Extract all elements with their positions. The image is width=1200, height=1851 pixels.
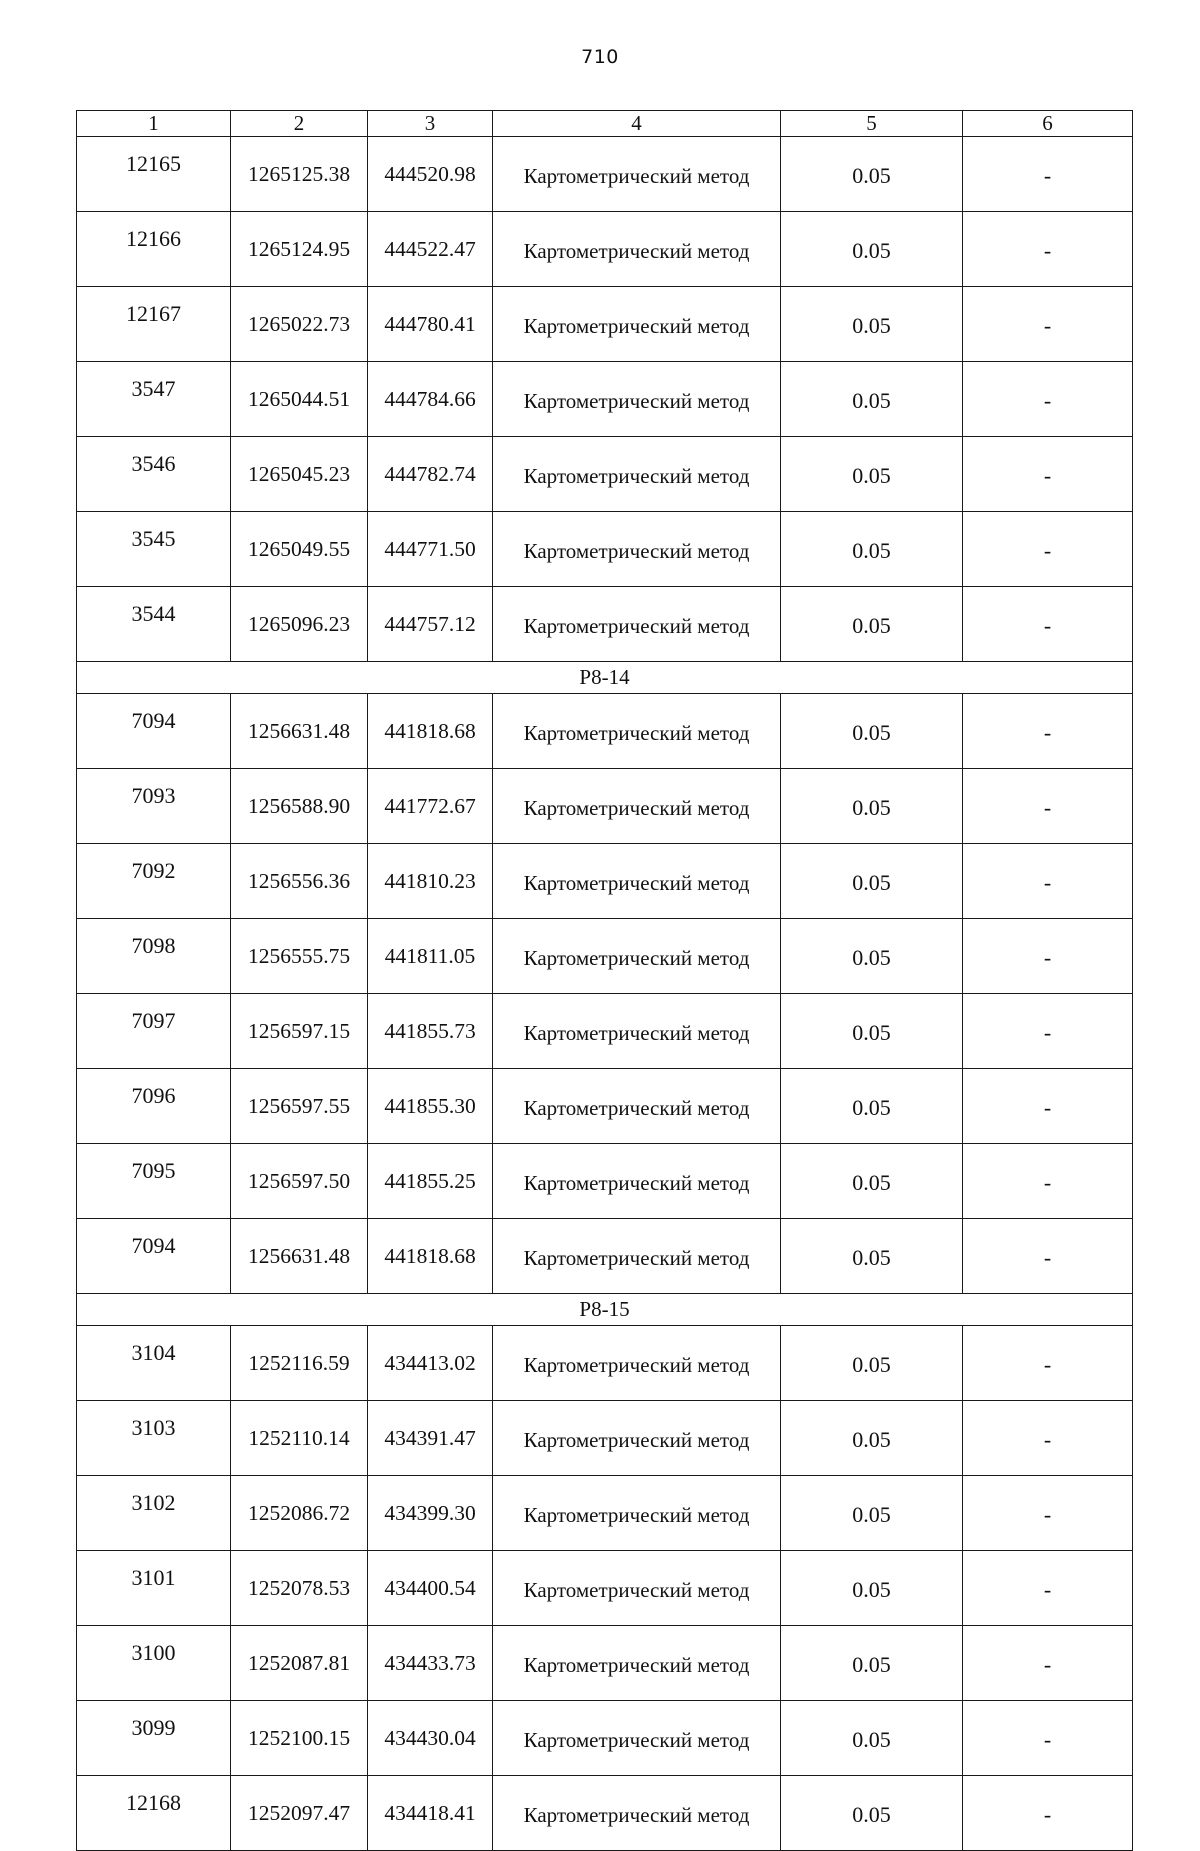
table-row	[77, 512, 1133, 587]
method-cell: Картометрический метод	[493, 212, 781, 287]
table-body	[77, 137, 1133, 1851]
table-row	[77, 1476, 1133, 1551]
table-row	[77, 212, 1133, 287]
accuracy-cell: 0.05	[781, 769, 963, 844]
point-number-cell: 7094	[77, 1219, 231, 1294]
point-number-cell: 3547	[77, 362, 231, 437]
point-number-cell: 12167	[77, 287, 231, 362]
accuracy-cell: 0.05	[781, 587, 963, 662]
table-row	[77, 1776, 1133, 1851]
accuracy-cell: 0.05	[781, 212, 963, 287]
table-row	[77, 844, 1133, 919]
note-cell: -	[963, 1069, 1133, 1144]
y-coordinate-cell: 434418.41	[368, 1776, 493, 1851]
x-coordinate-cell: 1265045.23	[231, 437, 368, 512]
column-header: 6	[963, 111, 1133, 137]
point-number-cell: 7094	[77, 694, 231, 769]
x-coordinate-cell: 1265096.23	[231, 587, 368, 662]
page-number: 710	[581, 46, 619, 68]
note-cell: -	[963, 437, 1133, 512]
note-cell: -	[963, 1626, 1133, 1701]
accuracy-cell: 0.05	[781, 1069, 963, 1144]
note-cell: -	[963, 994, 1133, 1069]
accuracy-cell: 0.05	[781, 1401, 963, 1476]
accuracy-cell: 0.05	[781, 1476, 963, 1551]
x-coordinate-cell: 1265044.51	[231, 362, 368, 437]
method-cell: Картометрический метод	[493, 362, 781, 437]
note-cell: -	[963, 769, 1133, 844]
column-header: 4	[493, 111, 781, 137]
note-cell: -	[963, 287, 1133, 362]
y-coordinate-cell: 434430.04	[368, 1701, 493, 1776]
point-number-cell: 7098	[77, 919, 231, 994]
x-coordinate-cell: 1265124.95	[231, 212, 368, 287]
column-header: 3	[368, 111, 493, 137]
point-number-cell: 3099	[77, 1701, 231, 1776]
table-row	[77, 1626, 1133, 1701]
accuracy-cell: 0.05	[781, 137, 963, 212]
method-cell: Картометрический метод	[493, 1776, 781, 1851]
table-row	[77, 919, 1133, 994]
note-cell: -	[963, 1476, 1133, 1551]
table-row	[77, 587, 1133, 662]
table-row	[77, 1326, 1133, 1401]
method-cell: Картометрический метод	[493, 694, 781, 769]
accuracy-cell: 0.05	[781, 1219, 963, 1294]
y-coordinate-cell: 441855.73	[368, 994, 493, 1069]
y-coordinate-cell: 441855.25	[368, 1144, 493, 1219]
table-row	[77, 694, 1133, 769]
point-number-cell: 7093	[77, 769, 231, 844]
method-cell: Картометрический метод	[493, 1476, 781, 1551]
method-cell: Картометрический метод	[493, 1219, 781, 1294]
method-cell: Картометрический метод	[493, 1326, 781, 1401]
section-title: Р8-14	[77, 662, 1133, 694]
y-coordinate-cell: 434391.47	[368, 1401, 493, 1476]
table-row	[77, 1069, 1133, 1144]
x-coordinate-cell: 1256631.48	[231, 694, 368, 769]
note-cell: -	[963, 212, 1133, 287]
table-row	[77, 1219, 1133, 1294]
y-coordinate-cell: 444780.41	[368, 287, 493, 362]
x-coordinate-cell: 1256631.48	[231, 1219, 368, 1294]
accuracy-cell: 0.05	[781, 994, 963, 1069]
y-coordinate-cell: 434399.30	[368, 1476, 493, 1551]
x-coordinate-cell: 1265125.38	[231, 137, 368, 212]
accuracy-cell: 0.05	[781, 362, 963, 437]
y-coordinate-cell: 444771.50	[368, 512, 493, 587]
x-coordinate-cell: 1252087.81	[231, 1626, 368, 1701]
method-cell: Картометрический метод	[493, 1551, 781, 1626]
point-number-cell: 3101	[77, 1551, 231, 1626]
accuracy-cell: 0.05	[781, 1776, 963, 1851]
y-coordinate-cell: 434400.54	[368, 1551, 493, 1626]
table-row	[77, 1144, 1133, 1219]
y-coordinate-cell: 441818.68	[368, 1219, 493, 1294]
table-row	[77, 1551, 1133, 1626]
note-cell: -	[963, 1219, 1133, 1294]
method-cell: Картометрический метод	[493, 1401, 781, 1476]
x-coordinate-cell: 1256555.75	[231, 919, 368, 994]
note-cell: -	[963, 137, 1133, 212]
point-number-cell: 12168	[77, 1776, 231, 1851]
note-cell: -	[963, 1326, 1133, 1401]
column-header: 2	[231, 111, 368, 137]
table-row	[77, 769, 1133, 844]
x-coordinate-cell: 1256597.55	[231, 1069, 368, 1144]
y-coordinate-cell: 444784.66	[368, 362, 493, 437]
y-coordinate-cell: 444757.12	[368, 587, 493, 662]
method-cell: Картометрический метод	[493, 1144, 781, 1219]
note-cell: -	[963, 1701, 1133, 1776]
column-header: 5	[781, 111, 963, 137]
y-coordinate-cell: 444522.47	[368, 212, 493, 287]
method-cell: Картометрический метод	[493, 994, 781, 1069]
point-number-cell: 12166	[77, 212, 231, 287]
accuracy-cell: 0.05	[781, 844, 963, 919]
point-number-cell: 7097	[77, 994, 231, 1069]
accuracy-cell: 0.05	[781, 1144, 963, 1219]
accuracy-cell: 0.05	[781, 1701, 963, 1776]
accuracy-cell: 0.05	[781, 919, 963, 994]
y-coordinate-cell: 444520.98	[368, 137, 493, 212]
y-coordinate-cell: 441855.30	[368, 1069, 493, 1144]
table-row	[77, 137, 1133, 212]
table-row	[77, 994, 1133, 1069]
point-number-cell: 3545	[77, 512, 231, 587]
x-coordinate-cell: 1252100.15	[231, 1701, 368, 1776]
accuracy-cell: 0.05	[781, 437, 963, 512]
x-coordinate-cell: 1256597.50	[231, 1144, 368, 1219]
section-title: Р8-15	[77, 1294, 1133, 1326]
note-cell: -	[963, 1551, 1133, 1626]
table-row	[77, 287, 1133, 362]
note-cell: -	[963, 1401, 1133, 1476]
table-row	[77, 437, 1133, 512]
section-row	[77, 662, 1133, 694]
method-cell: Картометрический метод	[493, 919, 781, 994]
x-coordinate-cell: 1265022.73	[231, 287, 368, 362]
y-coordinate-cell: 441818.68	[368, 694, 493, 769]
point-number-cell: 3102	[77, 1476, 231, 1551]
table-header-row	[77, 111, 1133, 137]
y-coordinate-cell: 441811.05	[368, 919, 493, 994]
x-coordinate-cell: 1252116.59	[231, 1326, 368, 1401]
y-coordinate-cell: 441810.23	[368, 844, 493, 919]
accuracy-cell: 0.05	[781, 694, 963, 769]
point-number-cell: 7096	[77, 1069, 231, 1144]
method-cell: Картометрический метод	[493, 287, 781, 362]
method-cell: Картометрический метод	[493, 137, 781, 212]
note-cell: -	[963, 1144, 1133, 1219]
method-cell: Картометрический метод	[493, 1626, 781, 1701]
note-cell: -	[963, 694, 1133, 769]
note-cell: -	[963, 512, 1133, 587]
note-cell: -	[963, 919, 1133, 994]
note-cell: -	[963, 587, 1133, 662]
point-number-cell: 3100	[77, 1626, 231, 1701]
method-cell: Картометрический метод	[493, 769, 781, 844]
note-cell: -	[963, 844, 1133, 919]
method-cell: Картометрический метод	[493, 1701, 781, 1776]
column-header: 1	[77, 111, 231, 137]
point-number-cell: 7092	[77, 844, 231, 919]
x-coordinate-cell: 1256588.90	[231, 769, 368, 844]
accuracy-cell: 0.05	[781, 1626, 963, 1701]
x-coordinate-cell: 1252078.53	[231, 1551, 368, 1626]
x-coordinate-cell: 1252110.14	[231, 1401, 368, 1476]
table-row	[77, 1701, 1133, 1776]
note-cell: -	[963, 362, 1133, 437]
method-cell: Картометрический метод	[493, 844, 781, 919]
table-row	[77, 362, 1133, 437]
point-number-cell: 3103	[77, 1401, 231, 1476]
y-coordinate-cell: 434413.02	[368, 1326, 493, 1401]
coordinates-table	[76, 110, 1133, 1851]
x-coordinate-cell: 1256597.15	[231, 994, 368, 1069]
x-coordinate-cell: 1256556.36	[231, 844, 368, 919]
accuracy-cell: 0.05	[781, 512, 963, 587]
method-cell: Картометрический метод	[493, 437, 781, 512]
y-coordinate-cell: 441772.67	[368, 769, 493, 844]
method-cell: Картометрический метод	[493, 587, 781, 662]
x-coordinate-cell: 1252086.72	[231, 1476, 368, 1551]
point-number-cell: 7095	[77, 1144, 231, 1219]
point-number-cell: 12165	[77, 137, 231, 212]
y-coordinate-cell: 434433.73	[368, 1626, 493, 1701]
accuracy-cell: 0.05	[781, 287, 963, 362]
y-coordinate-cell: 444782.74	[368, 437, 493, 512]
point-number-cell: 3546	[77, 437, 231, 512]
accuracy-cell: 0.05	[781, 1326, 963, 1401]
section-row	[77, 1294, 1133, 1326]
method-cell: Картометрический метод	[493, 1069, 781, 1144]
point-number-cell: 3104	[77, 1326, 231, 1401]
note-cell: -	[963, 1776, 1133, 1851]
x-coordinate-cell: 1265049.55	[231, 512, 368, 587]
table-row	[77, 1401, 1133, 1476]
x-coordinate-cell: 1252097.47	[231, 1776, 368, 1851]
point-number-cell: 3544	[77, 587, 231, 662]
accuracy-cell: 0.05	[781, 1551, 963, 1626]
method-cell: Картометрический метод	[493, 512, 781, 587]
